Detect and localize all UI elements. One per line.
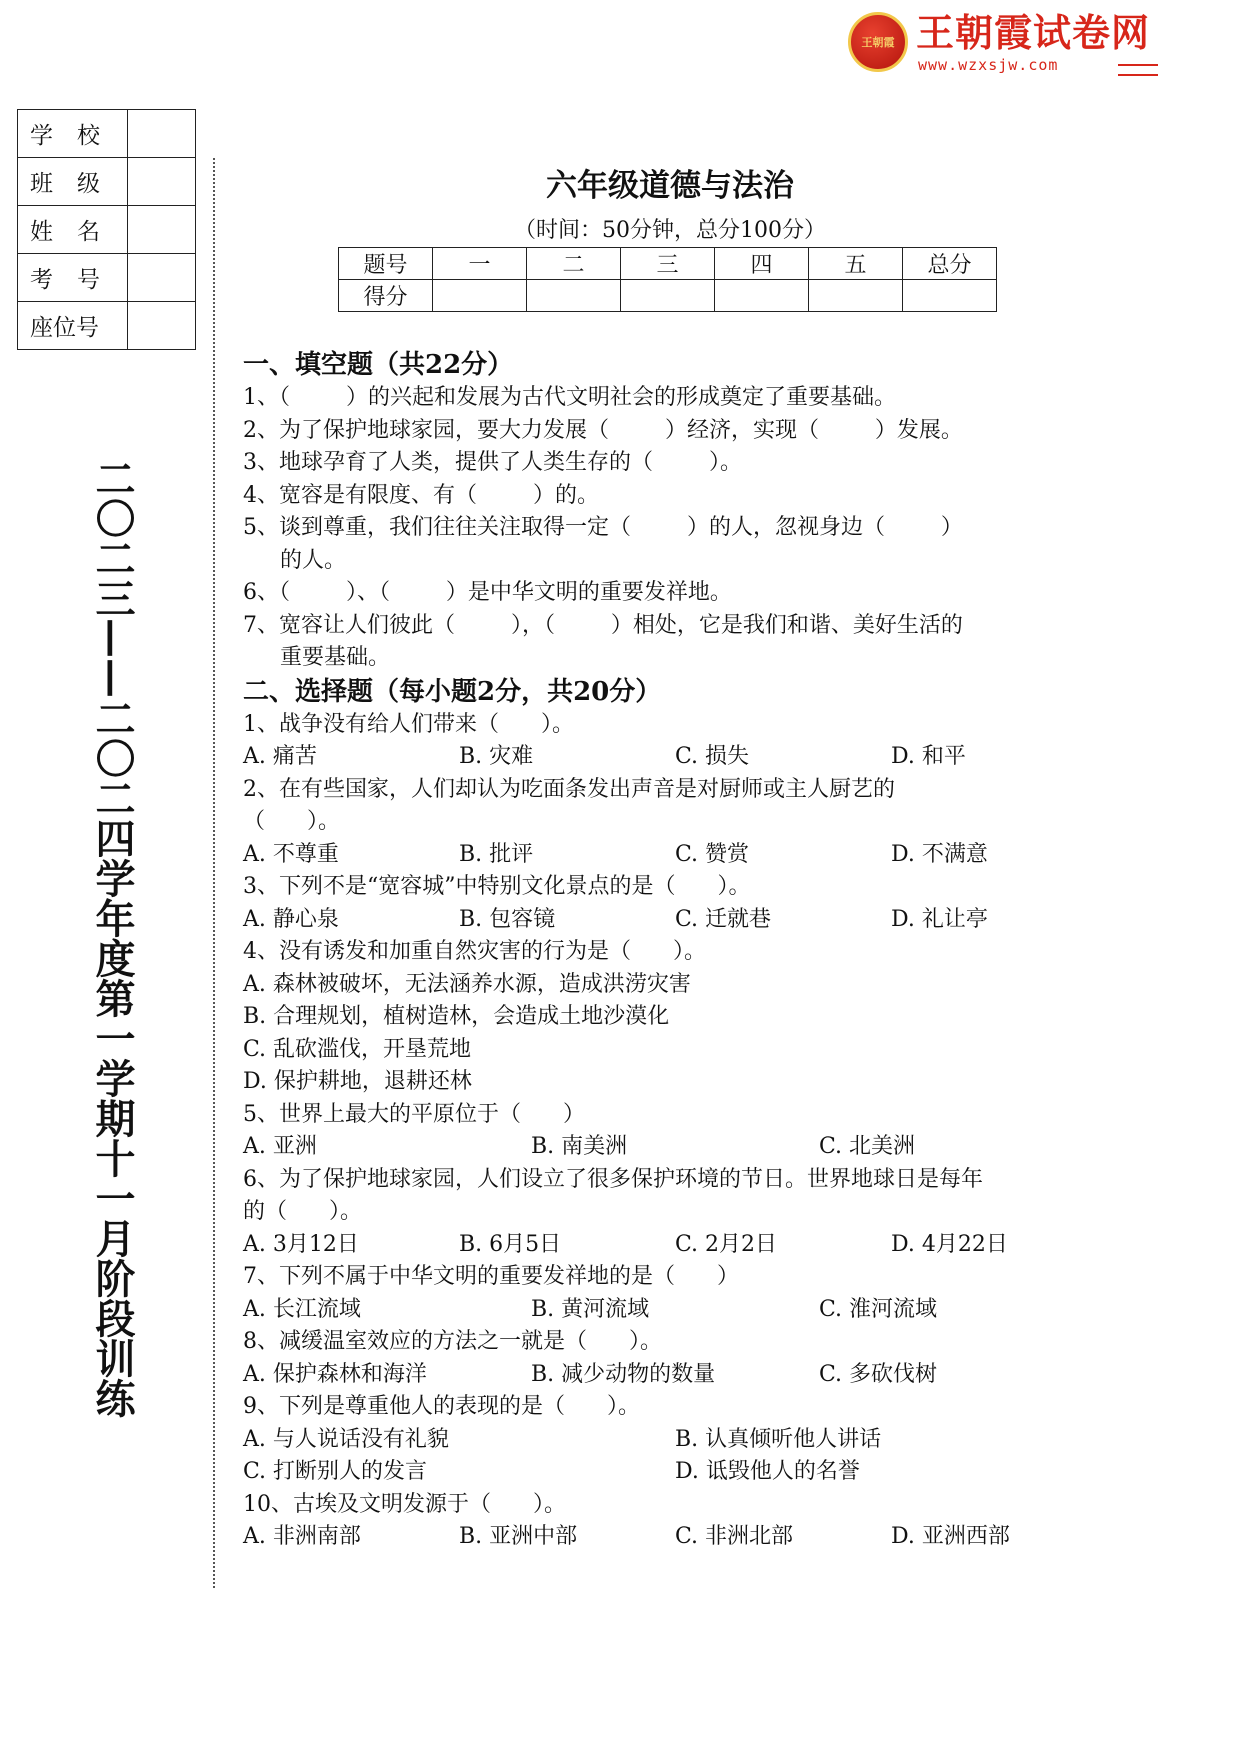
option-a[interactable]: A. 痛苦: [243, 744, 317, 769]
option-c[interactable]: C. 打断别人的发言: [243, 1459, 428, 1484]
question-stem: 4、没有诱发和加重自然灾害的行为是（ ）。: [243, 939, 706, 964]
option-d[interactable]: D. 亚洲西部: [891, 1524, 1010, 1549]
option-row: [243, 1131, 1123, 1164]
score-cell-3[interactable]: [621, 280, 715, 312]
question-stem-continued: （ ）。: [243, 809, 340, 834]
option-row: [243, 741, 1123, 774]
option-row: [243, 904, 1123, 937]
logo-decoration: [1118, 64, 1158, 76]
option-a[interactable]: A. 与人说话没有礼貌: [243, 1426, 449, 1452]
score-header-row: 题号 一 二 三 四 五 总分: [339, 248, 997, 280]
option-a[interactable]: A. 非洲南部: [243, 1524, 361, 1549]
section-heading-choice: 二、选择题（每小题2分，共20分）: [243, 676, 662, 707]
info-row-exam-number: 考 号: [18, 254, 196, 302]
option-b[interactable]: B. 亚洲中部: [459, 1524, 578, 1549]
option-d[interactable]: D. 不满意: [891, 841, 988, 867]
question-line: 重要基础。: [280, 645, 391, 670]
question-line: 2、为了保护地球家园，要大力发展（ ）经济，实现（ ）发展。: [243, 417, 963, 443]
question-stem: 1、战争没有给人们带来（ ）。: [243, 711, 574, 737]
info-row-school: 学 校: [18, 110, 196, 158]
score-cell-total[interactable]: [903, 280, 997, 312]
question-line: 3、地球孕育了人类，提供了人类生存的（ ）。: [243, 450, 742, 475]
question-stem-continued: 的（ ）。: [243, 1199, 362, 1224]
info-row-name: 姓 名: [18, 206, 196, 254]
option-a[interactable]: A. 亚洲: [243, 1134, 317, 1159]
logo-url: www.wzxsjw.com: [918, 56, 1059, 74]
option-b[interactable]: B. 包容镜: [459, 906, 556, 932]
question-line: 7、宽容让人们彼此（ ），（ ）相处，它是我们和谐、美好生活的: [243, 612, 963, 638]
exam-time-info: （时间：50分钟，总分100分）: [514, 218, 826, 243]
score-table: [338, 247, 997, 312]
option-a[interactable]: A. 3月12日: [243, 1231, 359, 1257]
question-line: 4、宽容是有限度、有（ ）的。: [243, 482, 599, 508]
option-d[interactable]: D. 和平: [891, 744, 966, 769]
option-c[interactable]: C. 淮河流域: [819, 1296, 938, 1322]
info-row-class: 班 级: [18, 158, 196, 206]
question-stem: 2、在有些国家，人们却认为吃面条发出声音是对厨师或主人厨艺的: [243, 776, 895, 802]
question-line: 的人。: [280, 547, 347, 573]
option-c[interactable]: C. 多砍伐树: [819, 1361, 938, 1387]
option-a[interactable]: A. 保护森林和海洋: [243, 1361, 427, 1387]
question-line: 5、谈到尊重，我们往往关注取得一定（ ）的人，忽视身边（ ）: [243, 515, 963, 540]
question-stem: 9、下列是尊重他人的表现的是（ ）。: [243, 1394, 640, 1419]
option-c[interactable]: C. 迁就巷: [675, 906, 772, 932]
option-row: [243, 1424, 1123, 1457]
score-value-row: 得分: [339, 280, 997, 312]
option-a[interactable]: A. 不尊重: [243, 841, 339, 867]
question-stem: 8、减缓温室效应的方法之一就是（ ）。: [243, 1329, 662, 1354]
option-c[interactable]: C. 北美洲: [819, 1134, 916, 1159]
option-d[interactable]: D. 4月22日: [891, 1231, 1008, 1257]
option-b[interactable]: B. 6月5日: [459, 1231, 562, 1257]
option-b[interactable]: B. 减少动物的数量: [531, 1361, 716, 1387]
logo-brand: 王朝霞试卷网: [916, 11, 1151, 55]
site-logo: [848, 10, 1178, 76]
page-title: 六年级道德与法治: [546, 168, 794, 204]
option-c[interactable]: C. 赞赏: [675, 841, 750, 867]
option-b[interactable]: B. 灾难: [459, 744, 534, 769]
score-cell-1[interactable]: [433, 280, 527, 312]
option-b[interactable]: B. 认真倾听他人讲话: [675, 1426, 882, 1452]
score-cell-2[interactable]: [527, 280, 621, 312]
option-c[interactable]: C. 乱砍滥伐，开垦荒地: [243, 1036, 472, 1062]
exam-number-field[interactable]: [127, 254, 195, 302]
option-row: [243, 1521, 1123, 1554]
option-d[interactable]: D. 礼让亭: [891, 906, 988, 932]
seal-icon: 王朝霞: [848, 12, 908, 72]
info-row-seat: 座位号: [18, 302, 196, 350]
score-cell-4[interactable]: [715, 280, 809, 312]
seat-field[interactable]: [127, 302, 195, 350]
option-row: [243, 1229, 1123, 1262]
option-row: [243, 1359, 1123, 1392]
option-c[interactable]: C. 损失: [675, 744, 750, 769]
question-stem: 5、世界上最大的平原位于（ ）: [243, 1101, 585, 1127]
option-c[interactable]: C. 非洲北部: [675, 1524, 794, 1549]
option-b[interactable]: B. 合理规划，植树造林，会造成土地沙漠化: [243, 1004, 670, 1029]
option-row: [243, 1456, 1123, 1489]
question-stem: 6、为了保护地球家园，人们设立了很多保护环境的节日。世界地球日是每年: [243, 1166, 983, 1192]
question-stem: 3、下列不是“宽容城”中特别文化景点的是（ ）。: [243, 874, 751, 899]
option-row: [243, 1294, 1123, 1327]
option-c[interactable]: C. 2月2日: [675, 1231, 778, 1257]
school-field[interactable]: [127, 110, 195, 158]
question-stem: 7、下列不属于中华文明的重要发祥地的是（ ）: [243, 1264, 739, 1289]
question-line: 6、（ ）、（ ）是中华文明的重要发祥地。: [243, 580, 732, 605]
vertical-exam-title: 二〇二三——二〇二四学年度第一学期十一月阶段训练: [89, 458, 136, 1418]
option-a[interactable]: A. 静心泉: [243, 906, 339, 932]
option-a[interactable]: A. 森林被破坏，无法涵养水源，造成洪涝灾害: [243, 971, 691, 997]
question-line: 1、（ ）的兴起和发展为古代文明社会的形成奠定了重要基础。: [243, 385, 896, 410]
option-d[interactable]: D. 诋毁他人的名誉: [675, 1459, 860, 1484]
option-b[interactable]: B. 黄河流域: [531, 1296, 650, 1322]
exam-content: [243, 348, 1123, 1554]
option-row: [243, 839, 1123, 872]
score-cell-5[interactable]: [809, 280, 903, 312]
option-b[interactable]: B. 批评: [459, 841, 534, 867]
option-b[interactable]: B. 南美洲: [531, 1134, 628, 1159]
question-stem: 10、古埃及文明发源于（ ）。: [243, 1491, 566, 1517]
option-d[interactable]: D. 保护耕地，退耕还林: [243, 1069, 472, 1094]
binding-dotted-line: [213, 158, 215, 1588]
option-a[interactable]: A. 长江流域: [243, 1296, 361, 1322]
section-heading-fill-blank: 一、填空题（共22分）: [243, 350, 514, 380]
